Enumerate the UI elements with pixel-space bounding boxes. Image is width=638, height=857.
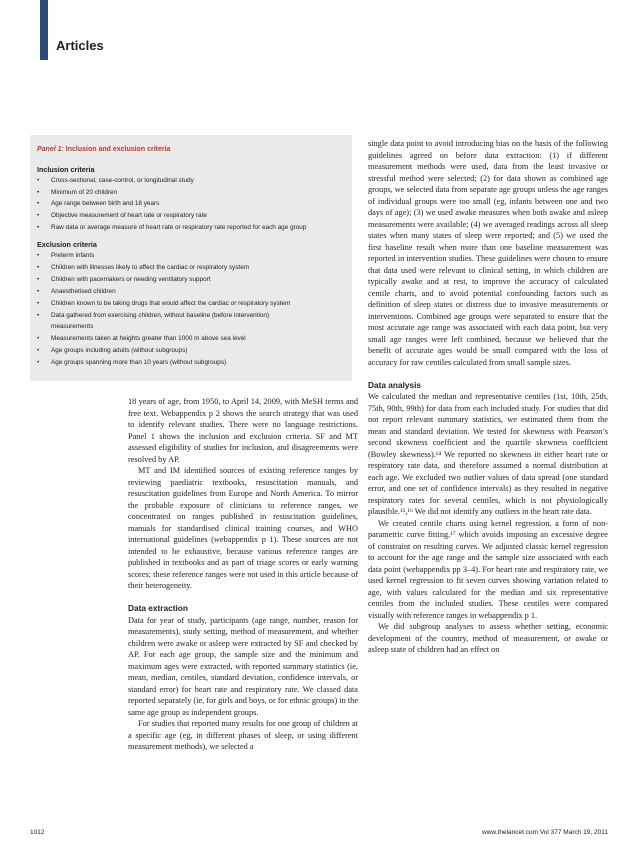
panel-title [37, 146, 170, 153]
inclusion-item: • Cross-sectional, case-control, or longitudinal study [37, 177, 194, 184]
exclusion-item: • Children with illnesses likely to affect the cardiac or respiratory system [37, 264, 250, 271]
paragraph: We did subgroup analyses to assess whether setting, economic development of the country, method of measurement, or awake or asleep state of children had an effect on [368, 622, 608, 654]
journal-citation: www.thelancet.com Vol 377 March 19, 2011 [482, 829, 608, 836]
exclusion-item: • Age groups spanning more than 10 years (without subgroups) [37, 359, 227, 366]
inclusion-item: • Objective measurement of heart rate or respiratory rate [37, 212, 207, 219]
inclusion-item: • Age range between birth and 18 years [37, 200, 160, 207]
panel-title-text: Inclusion and exclusion criteria [63, 146, 171, 153]
exclusion-item: • Preterm infants [37, 252, 95, 259]
section-accent-bar [40, 0, 48, 60]
heading-data-analysis: Data analysis [368, 379, 422, 390]
left-column [128, 396, 358, 753]
inclusion-heading: Inclusion criteria [37, 165, 95, 174]
exclusion-item: • Anaesthetised children [37, 288, 116, 295]
section-label: Articles [56, 38, 104, 53]
paragraph: 18 years of age, from 1950, to April 14, 2009, with MeSH terms and free text. Webappendix p 2 shows the search strategy that was used to identify relevant studies. There were no language restrictions. Panel 1 shows the inclusion and exclusion criteria. SF and MT assessed eligibility of studies for inclusion, and disagreements were resolved by AP. [128, 397, 358, 464]
exclusion-item: • Measurements taken at heights greater than 1000 m above sea level [37, 335, 246, 342]
paragraph: MT and IM identified sources of existing reference ranges by reviewing paediatric textbooks, resuscitation manuals, and resuscitation guidelines from Europe and North America. To mirror the probable exposure of clinicians to reference ranges, we concentrated on ranges published in resuscitation guidelines, manuals for standardised clinical training courses, and WHO international guidelines (webappendix p 1). These sources are not intended to be exhaustive, because various reference ranges are published in textbooks and as part of triage scores or early warning scores; these reference ranges were not used in this article because of their heterogeneity. [128, 466, 358, 590]
right-column [368, 138, 608, 656]
paragraph: We created centile charts using kernel regression, a form of non-parametric curve fitting,¹⁷ which avoids imposing an excessive degree of constraint on resulting curves. We adjusted classic kernel regression to account for the age range and the sample size associated with each data point (webappendix pp 3–4). For heart rate and respiratory rate, we used kernel regression to fit seven curves showing variation related to age, with values calculated for the median and six representative centiles from the included studies. These centiles were compared visually with reference ranges in webappendix p 1. [368, 518, 608, 620]
exclusion-item: • Data gathered from exercising children, without baseline (before intervention) [37, 312, 270, 319]
exclusion-item-continued: measurements [51, 323, 94, 330]
exclusion-heading: Exclusion criteria [37, 240, 97, 249]
exclusion-item: • Children with pacemakers or needing ventilatory support [37, 276, 211, 283]
exclusion-item: • Children known to be taking drugs that would affect the cardiac or respiratory system [37, 300, 291, 307]
paragraph: We calculated the median and representative centiles (1st, 10th, 25th, 75th, 90th, 99th) for data from each included study. For studies that did not report relevant summary statistics, we estimated them from the mean and standard deviation. We tested for skewness with Pearson’s second skewness coefficient and the quartile skewness coefficient (Bowley skewness).¹⁴ We reported no skewness in either heart rate or respiratory rate data, and therefore assumed a normal distribution at each age. We excluded two outlier values of data spread (one standard error, and one set of confidence intervals) as they resulted in negative respiratory rates for several centiles, which is not physiologically plausible.¹⁵,¹⁶ We did not identify any outliers in the heart rate data. [368, 392, 608, 516]
paragraph: For studies that reported many results for one group of children at a specific age (eg, in different phases of sleep, or using different measurement methods), we selected a [128, 719, 358, 751]
page-number: 1012 [30, 829, 45, 836]
panel-title-number: Panel 1: [37, 146, 64, 153]
exclusion-item: • Age groups including adults (without subgroups) [37, 347, 188, 354]
inclusion-item: • Minimum of 20 children [37, 189, 118, 196]
paragraph: single data point to avoid introducing bias on the basis of the following guidelines agreed on before data extraction: (1) if different measurement methods were used, data from the least invasive or stressful method were selected; (2) for data shown as combined age groups, we selected data from separate age groups unless the age ranges of individual groups were too small (eg, infants between one and two days of age); (3) we used awake measures when both awake and asleep measurements were available; (4) we averaged readings across all sleep states when many states of sleep were reported; and (5) we used the first baseline result when more than one baseline measurement was reported in intervention studies. These guidelines were chosen to ensure that data used were relevant to clinical setting, in which children are typically awake and at rest, to improve the accuracy of calculated centile charts, and to avoid potential confounding factors such as definition of sleep states or distress due to invasive measurements or interventions. Combined age groups were separated to ensure that the most accurate age range was associated with each data point, but very small age ranges were left combined, because we believed that the benefit of accurate ages would be small compared with the loss of accuracy for raw centiles calculated from small sample sizes. [368, 139, 608, 367]
inclusion-item: • Raw data or average measure of heart rate or respiratory rate reported for each age group [37, 224, 307, 231]
heading-data-extraction: Data extraction [128, 603, 188, 613]
paragraph: Data for year of study, participants (age range, number, reason for measurements), study setting, method of measurement, and whether children were awake or asleep were extracted by SF and checked by AP. For each age group, the sample size and the minimum and maximum ages were extracted, with reported summary statistics (ie, mean, median, centiles, standard deviation, confidence intervals, or standard error) for heart rate and respiratory rate. We classed data reported separately (ie, for girls and boys, or for ethnic groups) in the same age group as independent groups. [128, 615, 358, 717]
